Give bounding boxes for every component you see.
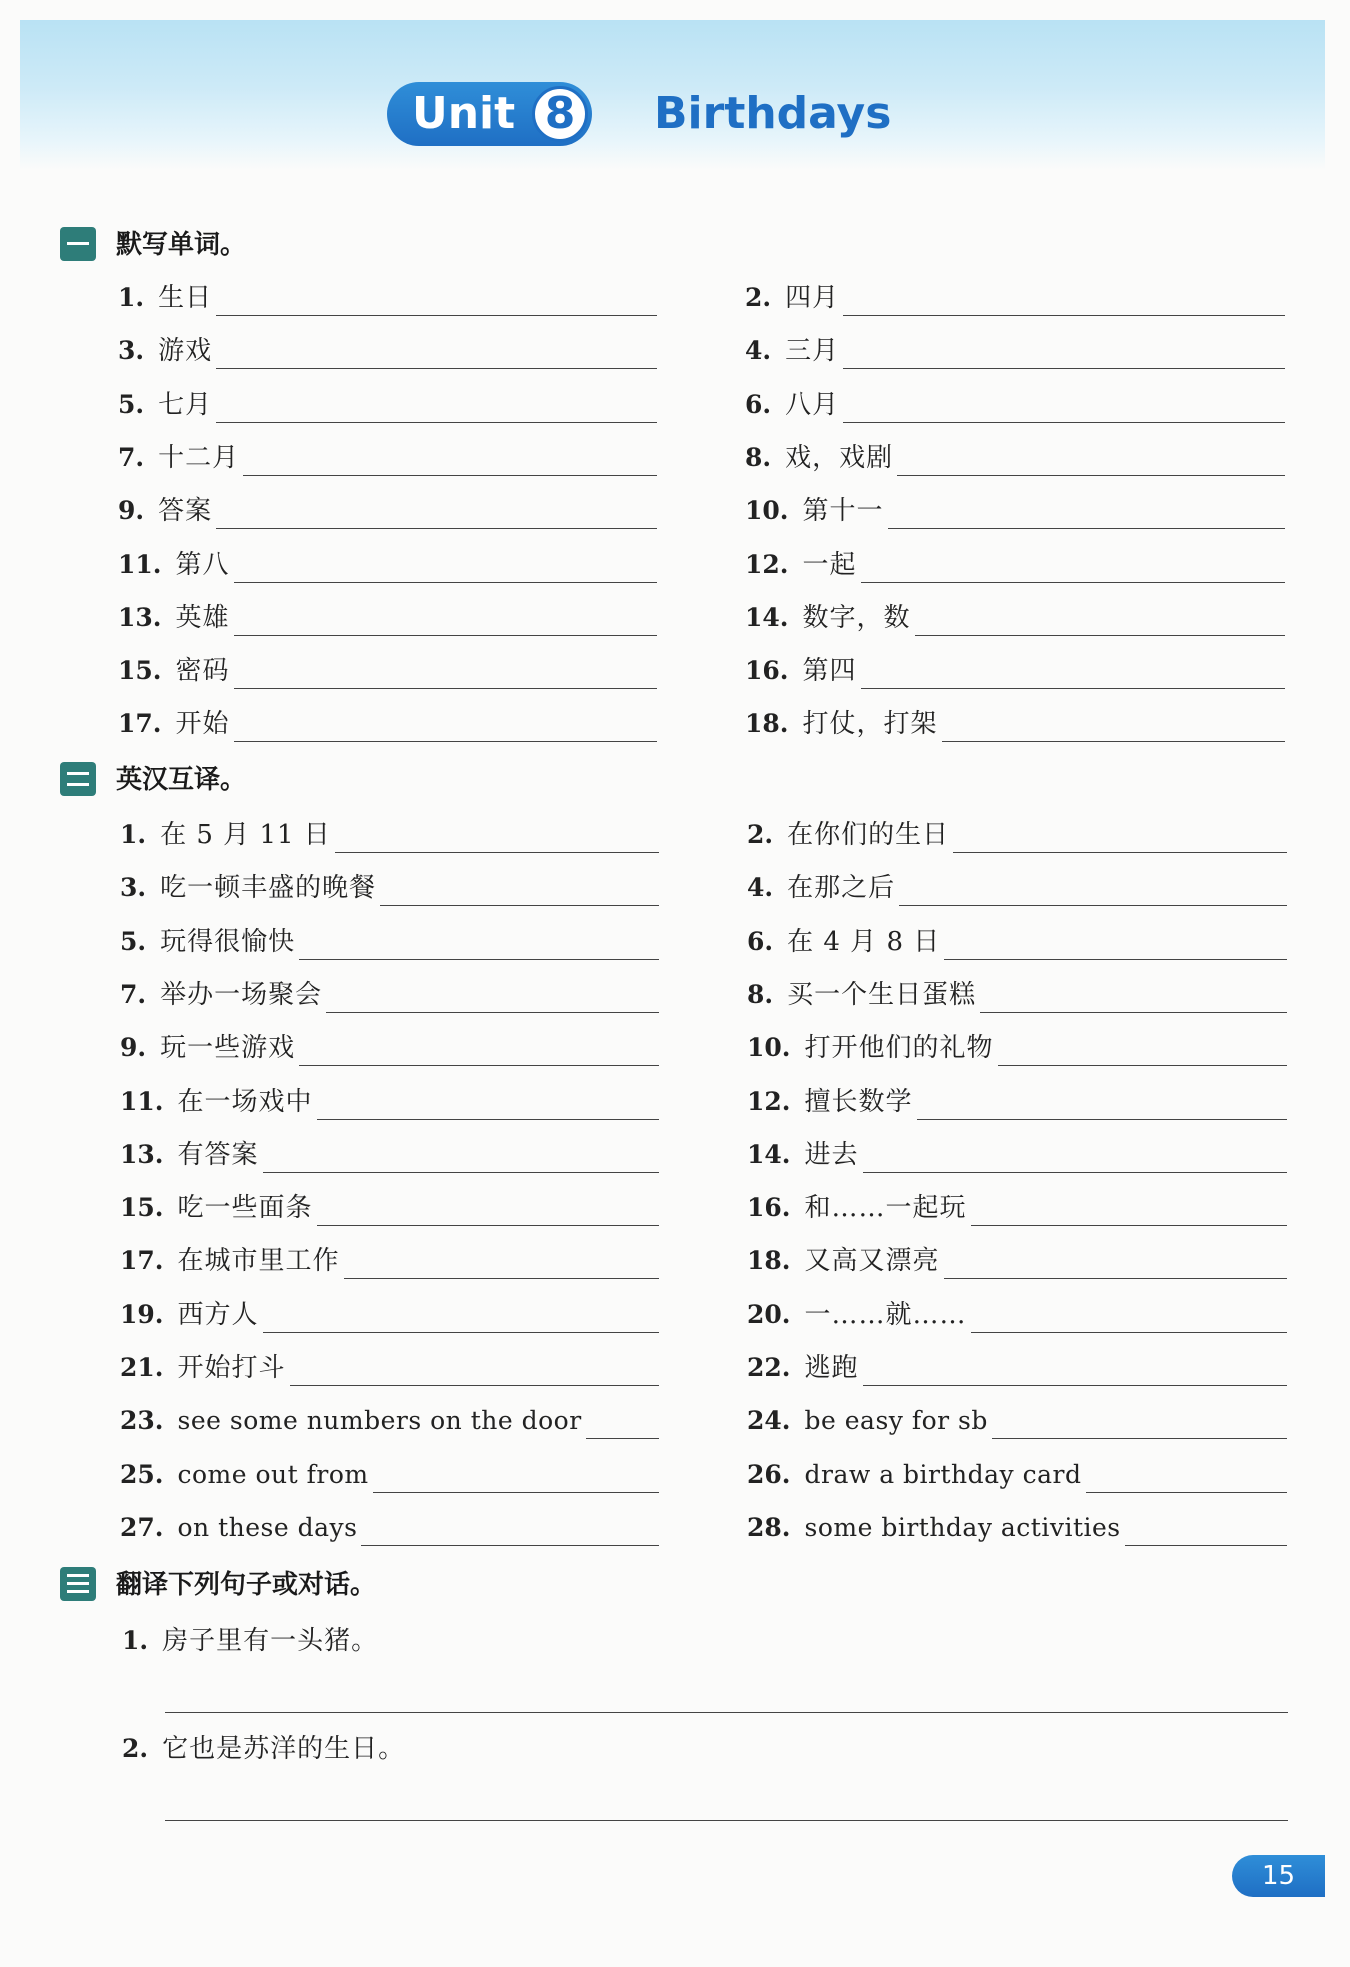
- item-number: 20.: [747, 1299, 791, 1329]
- item-prompt: 戏，戏剧: [785, 442, 894, 473]
- item-prompt: 一起: [802, 549, 857, 580]
- item-prompt: 玩一些游戏: [160, 1033, 296, 1064]
- answer-blank[interactable]: [290, 1385, 659, 1386]
- answer-blank[interactable]: [944, 1278, 1287, 1279]
- section-2-marker-icon: [60, 762, 96, 796]
- item-number: 17.: [118, 709, 162, 739]
- item-number: 6.: [745, 389, 772, 419]
- section-2-item: [747, 1082, 1287, 1122]
- section-2-item: [120, 1348, 659, 1388]
- section-2-item: [747, 815, 1287, 855]
- answer-blank[interactable]: [992, 1438, 1287, 1439]
- unit-number: 8: [532, 86, 588, 142]
- item-prompt: be easy for sb: [804, 1406, 988, 1436]
- answer-blank[interactable]: [980, 1012, 1287, 1013]
- item-number: 8.: [745, 442, 772, 472]
- item-prompt: 三月: [785, 336, 840, 367]
- item-prompt: 数字，数: [802, 602, 911, 633]
- section-2-item: [120, 1241, 659, 1281]
- item-prompt: 密码: [175, 656, 230, 687]
- answer-blank[interactable]: [971, 1225, 1287, 1226]
- section-2-item: [747, 922, 1287, 962]
- item-prompt: 玩得很愉快: [160, 926, 296, 957]
- section-2-item: [120, 1135, 659, 1175]
- item-number: 4.: [747, 873, 774, 903]
- answer-blank[interactable]: [586, 1438, 659, 1439]
- item-number: 11.: [118, 549, 162, 579]
- item-number: 10.: [745, 496, 789, 526]
- answer-blank[interactable]: [234, 635, 657, 636]
- answer-blank[interactable]: [326, 1012, 659, 1013]
- section-2-item: [747, 1508, 1287, 1548]
- item-number: 6.: [747, 926, 774, 956]
- page-number: 15: [1232, 1855, 1325, 1897]
- answer-blank[interactable]: [299, 959, 659, 960]
- item-number: 1.: [120, 820, 147, 849]
- unit-label: Unit: [412, 88, 516, 139]
- item-prompt: 游戏: [158, 336, 213, 367]
- answer-blank[interactable]: [917, 1119, 1287, 1120]
- section-1-item: [118, 331, 657, 371]
- item-number: 15.: [118, 656, 162, 686]
- answer-blank[interactable]: [299, 1065, 659, 1066]
- item-number: 9.: [118, 496, 145, 526]
- item-number: 24.: [747, 1406, 791, 1436]
- answer-blank[interactable]: [1086, 1492, 1288, 1493]
- section-3-marker-icon: [60, 1567, 96, 1601]
- answer-blank[interactable]: [243, 475, 657, 476]
- sentence-1-number: 1.: [122, 1626, 149, 1655]
- section-1-item: [745, 278, 1285, 318]
- item-number: 28.: [747, 1512, 791, 1542]
- item-prompt: 第八: [175, 549, 230, 580]
- section-2-item: [120, 868, 659, 908]
- section-1-item: [118, 545, 657, 585]
- item-prompt: 七月: [158, 389, 213, 420]
- sentence-1-answer-line[interactable]: [165, 1712, 1288, 1713]
- item-prompt: 有答案: [177, 1139, 259, 1170]
- item-number: 7.: [120, 979, 147, 1009]
- item-prompt: 开始打斗: [177, 1353, 286, 1383]
- section-1-item: [118, 651, 657, 691]
- item-prompt: 开始: [175, 709, 230, 740]
- item-prompt: 在城市里工作: [177, 1246, 340, 1277]
- section-2-item: [747, 1241, 1287, 1281]
- section-2-item: [120, 1028, 659, 1068]
- answer-blank[interactable]: [234, 741, 657, 742]
- item-prompt: 西方人: [177, 1299, 259, 1330]
- answer-blank[interactable]: [317, 1225, 659, 1226]
- item-prompt: 在 5 月 11 日: [160, 820, 331, 850]
- item-prompt: 吃一顿丰盛的晚餐: [160, 873, 377, 904]
- answer-blank[interactable]: [1125, 1545, 1287, 1546]
- section-3-title: 翻译下列句子或对话。: [116, 1570, 377, 1600]
- section-1-item: [118, 278, 657, 318]
- item-prompt: 买一个生日蛋糕: [787, 979, 977, 1010]
- item-number: 2.: [747, 820, 774, 849]
- answer-blank[interactable]: [998, 1065, 1287, 1066]
- answer-blank[interactable]: [373, 1492, 659, 1493]
- item-number: 18.: [745, 709, 789, 739]
- answer-blank[interactable]: [888, 528, 1285, 529]
- section-1-item: [745, 651, 1285, 691]
- answer-blank[interactable]: [317, 1119, 659, 1120]
- section-1-item: [118, 438, 657, 478]
- section-2-item: [747, 1188, 1287, 1228]
- section-1-item: [118, 385, 657, 425]
- answer-blank[interactable]: [216, 422, 657, 423]
- answer-blank[interactable]: [843, 368, 1285, 369]
- answer-blank[interactable]: [263, 1332, 659, 1333]
- item-prompt: 又高又漂亮: [804, 1246, 940, 1277]
- answer-blank[interactable]: [234, 582, 657, 583]
- item-number: 7.: [118, 442, 145, 472]
- section-1-item: [745, 438, 1285, 478]
- section-1-item: [118, 491, 657, 531]
- answer-blank[interactable]: [380, 905, 659, 906]
- item-number: 5.: [118, 389, 145, 419]
- item-prompt: 四月: [785, 283, 840, 313]
- section-2-item: [120, 1401, 659, 1441]
- answer-blank[interactable]: [915, 635, 1285, 636]
- item-number: 27.: [120, 1512, 164, 1542]
- item-number: 11.: [120, 1086, 164, 1116]
- answer-blank[interactable]: [216, 315, 657, 316]
- item-number: 12.: [745, 549, 789, 579]
- item-number: 9.: [120, 1033, 147, 1063]
- unit-badge: [387, 82, 592, 146]
- answer-blank[interactable]: [899, 905, 1287, 906]
- item-prompt: 在你们的生日: [787, 820, 950, 850]
- section-2-item: [747, 1455, 1287, 1495]
- item-prompt: 在那之后: [787, 873, 896, 904]
- answer-blank[interactable]: [263, 1172, 659, 1173]
- item-prompt: 十二月: [158, 442, 240, 473]
- section-2-item: [747, 975, 1287, 1015]
- item-prompt: on these days: [177, 1512, 358, 1542]
- answer-blank[interactable]: [344, 1278, 659, 1279]
- section-1-item: [118, 598, 657, 638]
- sentence-2: [122, 1729, 405, 1769]
- item-prompt: 吃一些面条: [177, 1193, 313, 1224]
- section-1-item: [745, 491, 1285, 531]
- item-number: 3.: [118, 336, 145, 366]
- sentence-2-number: 2.: [122, 1734, 149, 1763]
- item-number: 12.: [747, 1086, 791, 1116]
- section-2-item: [747, 1028, 1287, 1068]
- answer-blank[interactable]: [953, 852, 1287, 853]
- item-number: 16.: [747, 1193, 791, 1223]
- item-prompt: 第十一: [802, 496, 884, 527]
- answer-blank[interactable]: [863, 1172, 1287, 1173]
- item-number: 25.: [120, 1459, 164, 1489]
- item-prompt: 进去: [804, 1139, 859, 1170]
- item-number: 14.: [745, 602, 789, 632]
- item-prompt: 擅长数学: [804, 1086, 913, 1117]
- item-prompt: 逃跑: [804, 1353, 859, 1383]
- section-2-item: [120, 815, 659, 855]
- answer-blank[interactable]: [361, 1545, 659, 1546]
- item-prompt: 八月: [785, 389, 840, 420]
- item-prompt: 生日: [158, 283, 213, 313]
- section-1-item: [745, 385, 1285, 425]
- item-number: 2.: [745, 283, 772, 312]
- item-number: 16.: [745, 656, 789, 686]
- answer-blank[interactable]: [216, 528, 657, 529]
- section-2-item: [747, 1401, 1287, 1441]
- answer-blank[interactable]: [863, 1385, 1287, 1386]
- item-number: 1.: [118, 283, 145, 312]
- item-number: 18.: [747, 1246, 791, 1276]
- section-2-title: 英汉互译。: [116, 765, 247, 795]
- section-2-item: [120, 1295, 659, 1335]
- item-number: 13.: [120, 1139, 164, 1169]
- item-number: 5.: [120, 926, 147, 956]
- answer-blank[interactable]: [216, 368, 657, 369]
- answer-blank[interactable]: [971, 1332, 1287, 1333]
- item-number: 15.: [120, 1193, 164, 1223]
- answer-blank[interactable]: [843, 422, 1285, 423]
- section-1-marker-icon: [60, 227, 96, 261]
- item-number: 21.: [120, 1353, 164, 1382]
- section-2-item: [747, 1348, 1287, 1388]
- item-number: 3.: [120, 873, 147, 903]
- answer-blank[interactable]: [234, 688, 657, 689]
- item-number: 17.: [120, 1246, 164, 1276]
- section-2-item: [120, 1508, 659, 1548]
- item-number: 14.: [747, 1139, 791, 1169]
- answer-blank[interactable]: [861, 582, 1285, 583]
- section-2-item: [120, 1455, 659, 1495]
- sentence-1-text: 房子里有一头猪。: [162, 1626, 379, 1656]
- section-1-item: [745, 598, 1285, 638]
- item-prompt: 举办一场聚会: [160, 979, 323, 1010]
- answer-blank[interactable]: [942, 741, 1285, 742]
- item-number: 23.: [120, 1406, 164, 1436]
- section-2-item: [747, 868, 1287, 908]
- section-1-title: 默写单词。: [116, 230, 247, 260]
- answer-blank[interactable]: [944, 959, 1287, 960]
- item-number: 10.: [747, 1033, 791, 1063]
- section-1-item: [745, 545, 1285, 585]
- item-number: 22.: [747, 1353, 791, 1382]
- item-prompt: 在一场戏中: [177, 1086, 313, 1117]
- item-prompt: come out from: [177, 1459, 369, 1489]
- section-2-item: [747, 1135, 1287, 1175]
- item-prompt: 答案: [158, 496, 213, 527]
- item-number: 13.: [118, 602, 162, 632]
- item-prompt: some birthday activities: [804, 1512, 1121, 1542]
- item-prompt: 第四: [802, 656, 857, 687]
- answer-blank[interactable]: [861, 688, 1285, 689]
- item-number: 4.: [745, 336, 772, 366]
- item-prompt: 和……一起玩: [804, 1193, 967, 1224]
- item-number: 8.: [747, 979, 774, 1009]
- item-prompt: 在 4 月 8 日: [787, 926, 941, 957]
- section-2-item: [120, 1188, 659, 1228]
- sentence-1: [122, 1621, 378, 1661]
- section-1-item: [745, 704, 1285, 744]
- answer-blank[interactable]: [843, 315, 1285, 316]
- section-2-item: [747, 1295, 1287, 1335]
- section-2-item: [120, 1082, 659, 1122]
- answer-blank[interactable]: [897, 475, 1285, 476]
- item-prompt: 打仗，打架: [802, 709, 938, 740]
- section-2-item: [120, 922, 659, 962]
- section-1-item: [118, 704, 657, 744]
- answer-blank[interactable]: [335, 852, 659, 853]
- item-prompt: see some numbers on the door: [177, 1406, 582, 1436]
- section-2-item: [120, 975, 659, 1015]
- item-prompt: 英雄: [175, 602, 230, 633]
- sentence-2-text: 它也是苏洋的生日。: [162, 1734, 406, 1764]
- item-prompt: 一……就……: [804, 1299, 967, 1330]
- item-number: 26.: [747, 1459, 791, 1489]
- item-prompt: draw a birthday card: [804, 1459, 1082, 1489]
- sentence-2-answer-line[interactable]: [165, 1820, 1288, 1821]
- item-prompt: 打开他们的礼物: [804, 1033, 994, 1064]
- section-1-item: [745, 331, 1285, 371]
- item-number: 19.: [120, 1299, 164, 1329]
- unit-title: Birthdays: [654, 88, 892, 139]
